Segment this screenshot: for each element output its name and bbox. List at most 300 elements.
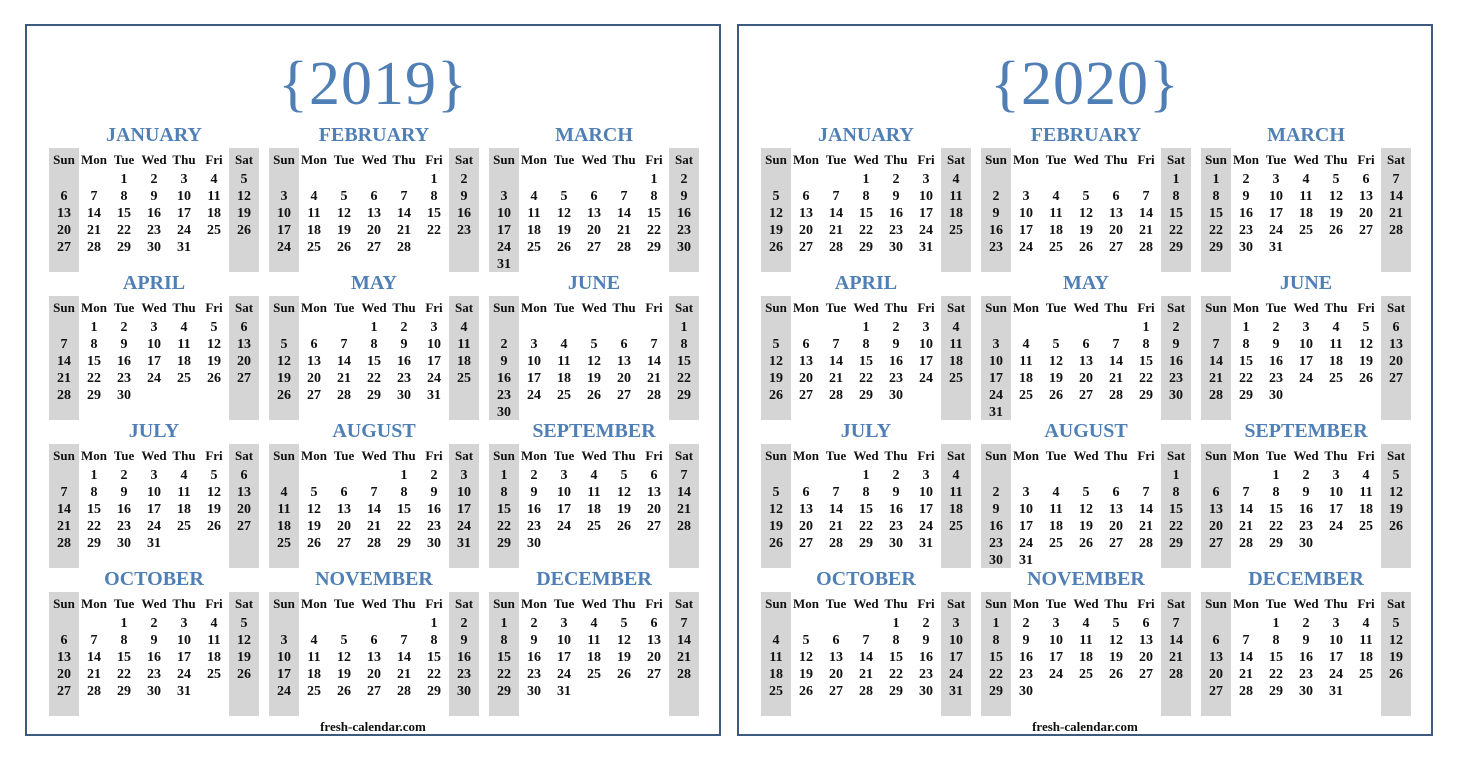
weekday-label: Thu: [612, 448, 636, 463]
day-cell: 18: [1049, 519, 1063, 534]
day-cell: 2: [1242, 172, 1250, 187]
weekday-label: Wed: [141, 596, 167, 611]
day-cell: 12: [1049, 354, 1063, 369]
weekday-label: Wed: [853, 300, 879, 315]
day-cell: 14: [1169, 633, 1183, 648]
month-september: [1201, 422, 1411, 570]
day-cell: 26: [557, 240, 571, 255]
day-cell: 10: [1269, 189, 1283, 204]
day-cell: 25: [307, 240, 321, 255]
day-cell: 9: [530, 633, 538, 648]
day-cell: 8: [370, 337, 378, 352]
day-cell: 17: [1329, 502, 1343, 517]
day-cell: 30: [889, 388, 903, 403]
day-cell: 20: [1109, 519, 1123, 534]
day-cell: 13: [1209, 650, 1223, 665]
day-cell: 13: [799, 206, 813, 221]
day-cell: 2: [400, 320, 408, 335]
day-cell: 8: [1272, 485, 1280, 500]
day-cell: 6: [650, 468, 658, 483]
day-cell: 9: [1302, 485, 1310, 500]
day-cell: 16: [117, 502, 131, 517]
day-cell: 1: [680, 320, 688, 335]
weekday-label: Tue: [1265, 300, 1287, 315]
day-cell: 6: [240, 320, 248, 335]
day-cell: 6: [370, 189, 378, 204]
day-cell: 11: [527, 206, 541, 221]
day-cell: 19: [617, 502, 631, 517]
day-cell: 18: [1299, 206, 1313, 221]
day-cell: 14: [677, 485, 691, 500]
day-cell: 30: [147, 240, 161, 255]
day-cell: 1: [862, 320, 870, 335]
day-cell: 23: [1239, 223, 1253, 238]
weekday-label: Tue: [825, 300, 847, 315]
day-cell: 23: [457, 223, 471, 238]
day-cell: 5: [1392, 616, 1400, 631]
weekday-label: Sat: [454, 448, 474, 463]
day-cell: 20: [307, 371, 321, 386]
day-cell: 1: [120, 616, 128, 631]
day-cell: 19: [769, 371, 783, 386]
day-cell: 29: [497, 684, 511, 699]
weekday-label: Wed: [1073, 596, 1099, 611]
day-cell: 14: [1139, 206, 1153, 221]
month-name: MAY: [351, 272, 397, 294]
weekday-label: Fri: [1137, 300, 1155, 315]
day-cell: 1: [992, 616, 1000, 631]
day-cell: 11: [587, 485, 601, 500]
day-cell: 18: [1049, 223, 1063, 238]
day-cell: 8: [1172, 189, 1180, 204]
day-cell: 1: [1172, 468, 1180, 483]
day-cell: 20: [367, 223, 381, 238]
day-cell: 19: [1389, 650, 1403, 665]
day-cell: 14: [1109, 354, 1123, 369]
weekday-label: Sun: [765, 596, 787, 611]
day-cell: 29: [1269, 684, 1283, 699]
day-cell: 9: [1302, 633, 1310, 648]
day-cell: 14: [87, 206, 101, 221]
weekday-label: Wed: [1073, 448, 1099, 463]
day-cell: 15: [117, 206, 131, 221]
day-cell: 9: [530, 485, 538, 500]
day-cell: 12: [769, 502, 783, 517]
day-cell: 3: [922, 172, 930, 187]
day-cell: 27: [1389, 371, 1403, 386]
day-cell: 21: [1209, 371, 1223, 386]
day-cell: 9: [992, 206, 1000, 221]
day-cell: 21: [829, 519, 843, 534]
day-cell: 16: [1239, 206, 1253, 221]
day-cell: 13: [1209, 502, 1223, 517]
day-cell: 30: [919, 684, 933, 699]
day-cell: 28: [87, 684, 101, 699]
day-cell: 24: [557, 667, 571, 682]
weekday-label: Wed: [1293, 448, 1319, 463]
day-cell: 8: [680, 337, 688, 352]
day-cell: 24: [1299, 371, 1313, 386]
weekday-label: Wed: [361, 448, 387, 463]
day-cell: 22: [427, 223, 441, 238]
day-cell: 31: [557, 684, 571, 699]
day-cell: 5: [1392, 468, 1400, 483]
weekday-label: Thu: [392, 596, 416, 611]
day-cell: 15: [427, 206, 441, 221]
day-cell: 7: [1242, 485, 1250, 500]
day-cell: 29: [87, 388, 101, 403]
weekday-label: Sun: [53, 300, 75, 315]
day-cell: 1: [1272, 616, 1280, 631]
day-cell: 29: [859, 240, 873, 255]
day-cell: 14: [1209, 354, 1223, 369]
day-cell: 10: [497, 206, 511, 221]
day-cell: 20: [587, 223, 601, 238]
day-cell: 12: [277, 354, 291, 369]
weekday-label: Sun: [493, 596, 515, 611]
day-cell: 23: [889, 223, 903, 238]
weekday-label: Tue: [333, 448, 355, 463]
day-cell: 12: [617, 633, 631, 648]
day-cell: 25: [949, 519, 963, 534]
day-cell: 15: [367, 354, 381, 369]
weekday-label: Tue: [1045, 152, 1067, 167]
day-cell: 10: [1329, 485, 1343, 500]
day-cell: 23: [527, 667, 541, 682]
weekday-label: Sat: [946, 300, 966, 315]
weekday-label: Sat: [1386, 596, 1406, 611]
day-cell: 22: [1269, 519, 1283, 534]
day-cell: 12: [557, 206, 571, 221]
day-cell: 26: [1359, 371, 1373, 386]
day-cell: 25: [587, 519, 601, 534]
day-cell: 5: [560, 189, 568, 204]
day-cell: 25: [207, 223, 221, 238]
month-may: [269, 274, 479, 422]
weekday-label: Sun: [53, 448, 75, 463]
day-cell: 30: [1019, 684, 1033, 699]
day-cell: 15: [859, 502, 873, 517]
day-cell: 17: [1329, 650, 1343, 665]
day-cell: 11: [587, 633, 601, 648]
day-cell: 19: [1359, 354, 1373, 369]
day-cell: 13: [647, 633, 661, 648]
day-cell: 29: [497, 536, 511, 551]
day-cell: 16: [919, 650, 933, 665]
weekday-label: Mon: [793, 152, 819, 167]
day-cell: 16: [397, 354, 411, 369]
month-name: SEPTEMBER: [532, 420, 656, 442]
day-cell: 5: [1082, 189, 1090, 204]
day-cell: 25: [949, 371, 963, 386]
day-cell: 9: [1022, 633, 1030, 648]
day-cell: 30: [457, 684, 471, 699]
day-cell: 18: [277, 519, 291, 534]
day-cell: 18: [177, 354, 191, 369]
day-cell: 4: [180, 468, 188, 483]
day-cell: 27: [237, 371, 251, 386]
day-cell: 29: [1209, 240, 1223, 255]
day-cell: 16: [147, 650, 161, 665]
day-cell: 22: [859, 223, 873, 238]
day-cell: 17: [177, 206, 191, 221]
day-cell: 28: [1389, 223, 1403, 238]
day-cell: 18: [307, 667, 321, 682]
day-cell: 31: [457, 536, 471, 551]
day-cell: 12: [307, 502, 321, 517]
day-cell: 26: [337, 684, 351, 699]
day-cell: 10: [919, 189, 933, 204]
month-march: [1201, 126, 1411, 274]
day-cell: 4: [772, 633, 780, 648]
weekday-label: Mon: [1013, 596, 1039, 611]
day-cell: 13: [829, 650, 843, 665]
day-cell: 22: [1139, 371, 1153, 386]
day-cell: 15: [497, 650, 511, 665]
day-cell: 11: [1019, 354, 1033, 369]
day-cell: 23: [397, 371, 411, 386]
day-cell: 1: [120, 172, 128, 187]
day-cell: 9: [460, 189, 468, 204]
day-cell: 26: [337, 240, 351, 255]
day-cell: 24: [497, 240, 511, 255]
day-cell: 27: [799, 536, 813, 551]
day-cell: 23: [889, 519, 903, 534]
month-november: [269, 570, 479, 718]
day-cell: 26: [769, 388, 783, 403]
weekday-label: Tue: [553, 448, 575, 463]
day-cell: 24: [949, 667, 963, 682]
day-cell: 26: [277, 388, 291, 403]
day-cell: 9: [892, 485, 900, 500]
weekday-label: Fri: [917, 596, 935, 611]
weekday-label: Tue: [333, 152, 355, 167]
weekday-label: Thu: [1324, 596, 1348, 611]
day-cell: 12: [337, 650, 351, 665]
day-cell: 27: [647, 519, 661, 534]
day-cell: 17: [1019, 223, 1033, 238]
day-cell: 22: [497, 519, 511, 534]
weekday-label: Thu: [1324, 152, 1348, 167]
day-cell: 15: [859, 354, 873, 369]
day-cell: 2: [992, 485, 1000, 500]
day-cell: 23: [427, 519, 441, 534]
day-cell: 13: [647, 485, 661, 500]
day-cell: 27: [647, 667, 661, 682]
day-cell: 20: [1209, 667, 1223, 682]
month-february: [981, 126, 1191, 274]
weekday-label: Sat: [1386, 152, 1406, 167]
day-cell: 19: [207, 502, 221, 517]
day-cell: 2: [120, 468, 128, 483]
day-cell: 28: [57, 536, 71, 551]
day-cell: 8: [500, 485, 508, 500]
day-cell: 20: [1109, 223, 1123, 238]
day-cell: 12: [1389, 633, 1403, 648]
day-cell: 20: [617, 371, 631, 386]
day-cell: 18: [587, 650, 601, 665]
day-cell: 9: [500, 354, 508, 369]
day-cell: 26: [799, 684, 813, 699]
weekday-label: Wed: [581, 152, 607, 167]
day-cell: 16: [677, 206, 691, 221]
day-cell: 12: [769, 354, 783, 369]
day-cell: 11: [1079, 633, 1093, 648]
day-cell: 30: [1299, 684, 1313, 699]
day-cell: 6: [240, 468, 248, 483]
day-cell: 31: [1329, 684, 1343, 699]
day-cell: 6: [802, 485, 810, 500]
weekday-label: Sun: [765, 300, 787, 315]
day-cell: 29: [1139, 388, 1153, 403]
day-cell: 11: [1359, 633, 1373, 648]
day-cell: 6: [60, 633, 68, 648]
day-cell: 31: [427, 388, 441, 403]
day-cell: 14: [337, 354, 351, 369]
day-cell: 17: [919, 502, 933, 517]
day-cell: 19: [337, 667, 351, 682]
day-cell: 24: [1329, 667, 1343, 682]
day-cell: 26: [769, 536, 783, 551]
weekday-label: Wed: [1073, 152, 1099, 167]
day-cell: 25: [1019, 388, 1033, 403]
month-name: JUNE: [1279, 272, 1333, 294]
day-cell: 15: [989, 650, 1003, 665]
day-cell: 4: [952, 468, 960, 483]
day-cell: 14: [87, 650, 101, 665]
weekday-label: Wed: [853, 596, 879, 611]
day-cell: 18: [1079, 650, 1093, 665]
weekday-label: Wed: [141, 448, 167, 463]
day-cell: 2: [120, 320, 128, 335]
day-cell: 31: [177, 240, 191, 255]
month-name: FEBRUARY: [1030, 124, 1142, 146]
day-cell: 17: [497, 223, 511, 238]
day-cell: 9: [150, 189, 158, 204]
weekday-label: Sun: [985, 448, 1007, 463]
day-cell: 13: [587, 206, 601, 221]
weekday-label: Sun: [273, 448, 295, 463]
day-cell: 28: [397, 684, 411, 699]
weekday-label: Sat: [454, 300, 474, 315]
day-cell: 16: [889, 354, 903, 369]
day-cell: 22: [397, 519, 411, 534]
day-cell: 15: [859, 206, 873, 221]
day-cell: 10: [177, 633, 191, 648]
month-name: JULY: [840, 420, 892, 442]
year-title: {2019}: [278, 50, 468, 118]
day-cell: 6: [802, 337, 810, 352]
day-cell: 15: [427, 650, 441, 665]
weekday-label: Fri: [917, 152, 935, 167]
day-cell: 24: [277, 684, 291, 699]
day-cell: 23: [497, 388, 511, 403]
day-cell: 21: [829, 223, 843, 238]
day-cell: 10: [557, 633, 571, 648]
day-cell: 15: [87, 502, 101, 517]
weekday-label: Wed: [1293, 596, 1319, 611]
day-cell: 19: [587, 371, 601, 386]
month-january: [761, 126, 971, 274]
weekday-label: Mon: [521, 448, 547, 463]
day-cell: 21: [87, 667, 101, 682]
day-cell: 24: [1329, 519, 1343, 534]
weekday-label: Sat: [946, 448, 966, 463]
day-cell: 5: [772, 337, 780, 352]
day-cell: 1: [1212, 172, 1220, 187]
weekday-label: Wed: [853, 448, 879, 463]
day-cell: 10: [277, 650, 291, 665]
weekday-label: Fri: [425, 300, 443, 315]
weekday-label: Mon: [1233, 152, 1259, 167]
day-cell: 3: [180, 616, 188, 631]
day-cell: 11: [277, 502, 291, 517]
day-cell: 24: [147, 519, 161, 534]
day-cell: 30: [1169, 388, 1183, 403]
day-cell: 26: [587, 388, 601, 403]
day-cell: 17: [949, 650, 963, 665]
month-name: AUGUST: [1044, 420, 1128, 442]
day-cell: 19: [1329, 206, 1343, 221]
weekday-label: Fri: [425, 596, 443, 611]
day-cell: 26: [1079, 240, 1093, 255]
day-cell: 13: [617, 354, 631, 369]
day-cell: 12: [207, 485, 221, 500]
weekday-label: Thu: [172, 596, 196, 611]
month-name: DECEMBER: [536, 568, 652, 590]
day-cell: 3: [1052, 616, 1060, 631]
day-cell: 2: [892, 320, 900, 335]
day-cell: 8: [120, 189, 128, 204]
day-cell: 27: [307, 388, 321, 403]
day-cell: 4: [1362, 616, 1370, 631]
day-cell: 14: [859, 650, 873, 665]
day-cell: 13: [1359, 189, 1373, 204]
day-cell: 6: [1392, 320, 1400, 335]
day-cell: 13: [57, 650, 71, 665]
day-cell: 17: [277, 667, 291, 682]
day-cell: 22: [87, 371, 101, 386]
day-cell: 28: [1239, 536, 1253, 551]
day-cell: 27: [587, 240, 601, 255]
day-cell: 12: [1389, 485, 1403, 500]
day-cell: 15: [1269, 502, 1283, 517]
weekday-label: Sun: [1205, 448, 1227, 463]
weekday-label: Thu: [172, 448, 196, 463]
day-cell: 16: [457, 206, 471, 221]
day-cell: 12: [1079, 206, 1093, 221]
weekday-label: Sat: [674, 596, 694, 611]
day-cell: 5: [210, 320, 218, 335]
day-cell: 24: [457, 519, 471, 534]
day-cell: 4: [210, 616, 218, 631]
day-cell: 4: [952, 320, 960, 335]
day-cell: 21: [859, 667, 873, 682]
day-cell: 25: [307, 684, 321, 699]
day-cell: 27: [1359, 223, 1373, 238]
weekday-label: Thu: [392, 448, 416, 463]
weekday-label: Mon: [301, 300, 327, 315]
month-name: SEPTEMBER: [1244, 420, 1368, 442]
day-cell: 22: [497, 667, 511, 682]
day-cell: 3: [560, 616, 568, 631]
day-cell: 5: [590, 337, 598, 352]
day-cell: 3: [430, 320, 438, 335]
day-cell: 12: [1079, 502, 1093, 517]
weekday-label: Mon: [1013, 300, 1039, 315]
weekday-label: Wed: [141, 152, 167, 167]
day-cell: 17: [1269, 206, 1283, 221]
